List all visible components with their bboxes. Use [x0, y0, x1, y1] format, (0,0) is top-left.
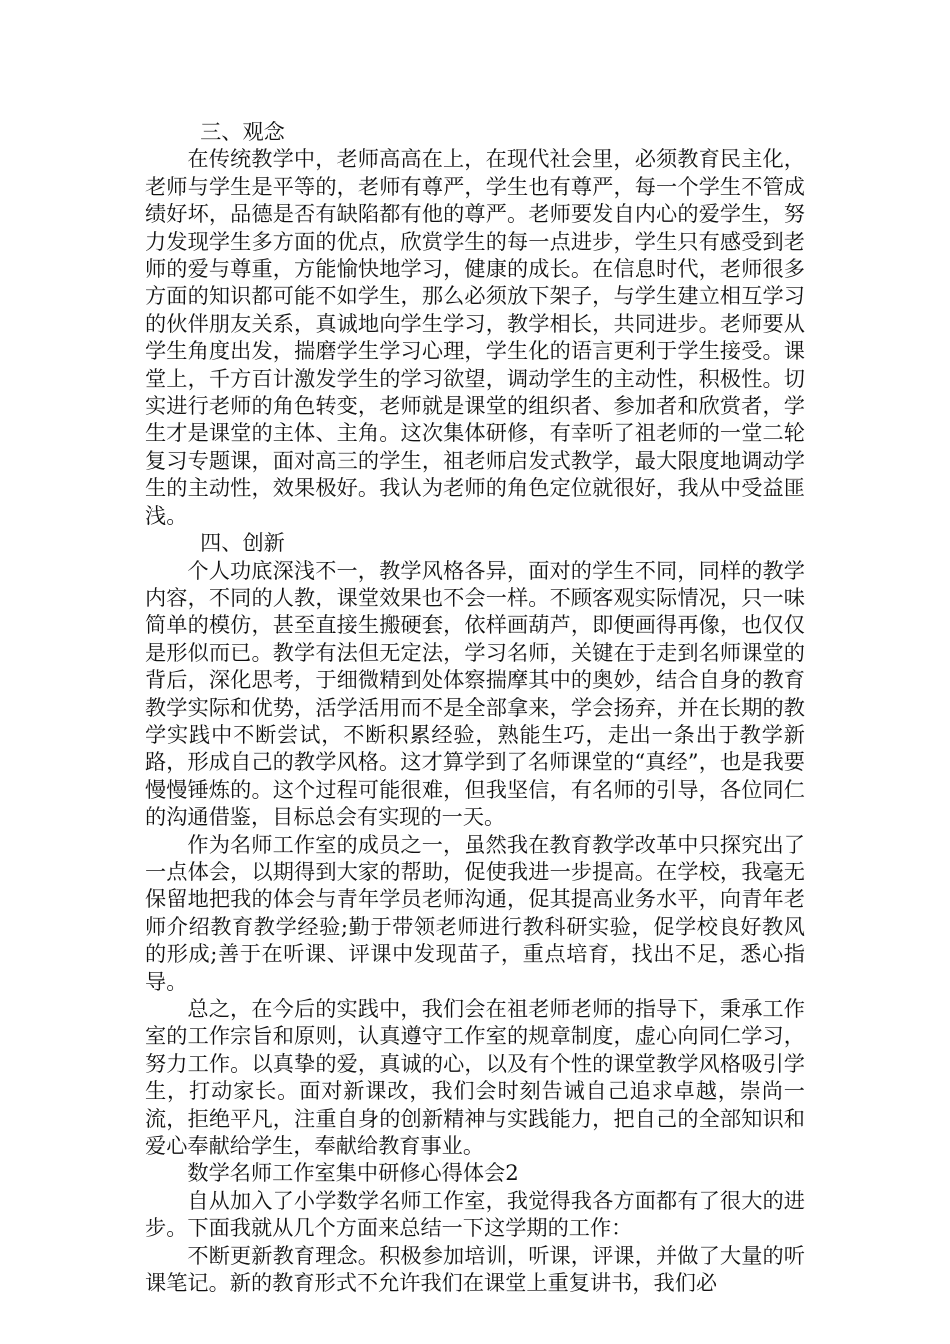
document-page [145, 118, 805, 1296]
article-title-2: 数学名师工作室集中研修心得体会2 [187, 1160, 519, 1186]
paragraph-intro-2: 自从加入了小学数学名师工作室，我觉得我各方面都有了很大的进步。下面我就从几个方面来总结一下这学期的工作： [145, 1187, 805, 1241]
paragraph-conclusion: 总之，在今后的实践中，我们会在祖老师老师的指导下，秉承工作室的工作宗旨和原则，认真遵守工作室的规章制度，虚心向同仁学习，努力工作。以真挚的爱，真诚的心，以及有个性的课堂教学风格吸引学生，打动家长。面对新课改，我们会时刻告诫自己追求卓越，崇尚一流，拒绝平凡，注重自身的创新精神与实践能力，把自己的全部知识和爱心奉献给学生，奉献给教育事业。 [145, 996, 805, 1159]
paragraph-studio-member: 作为名师工作室的成员之一，虽然我在教育教学改革中只探究出了一点体会，以期得到大家的帮助，促使我进一步提高。在学校，我毫无保留地把我的体会与青年学员老师沟通，促其提高业务水平，向青年老师介绍教育教学经验;勤于带领老师进行教科研实验，促学校良好教风的形成;善于在听课、评课中发现苗子，重点培育，找出不足，悉心指导。 [145, 831, 805, 994]
section-heading-concept: 三、观念 [200, 119, 285, 144]
paragraph-concept-body: 在传统教学中，老师高高在上，在现代社会里，必须教育民主化，老师与学生是平等的，老师有尊严，学生也有尊严，每一个学生不管成绩好坏，品德是否有缺陷都有他的尊严。老师要发自内心的爱学生，努力发现学生多方面的优点，欣赏学生的每一点进步，学生只有感受到老师的爱与尊重，方能愉快地学习，健康的成长。在信息时代，老师很多方面的知识都可能不如学生，那么必须放下架子，与学生建立相互学习的伙伴朋友关系，真诚地向学生学习，教学相长，共同进步。老师要从学生角度出发，揣磨学生学习心理，学生化的语言更利于学生接受。课堂上，千方百计激发学生的学习欲望，调动学生的主动性，积极性。切实进行老师的角色转变，老师就是课堂的组织者、参加者和欣赏者，学生才是课堂的主体、主角。这次集体研修，有幸听了祖老师的一堂二轮复习专题课，面对高三的学生，祖老师启发式教学，最大限度地调动学生的主动性，效果极好。我认为老师的角色定位就很好，我从中受益匪浅。 [145, 146, 805, 528]
section-heading-innovation: 四、创新 [200, 530, 285, 556]
paragraph-innovation-body: 个人功底深浅不一，教学风格各异，面对的学生不同，同样的教学内容，不同的人教，课堂效果也不会一样。不顾客观实际情况，只一味简单的模仿，甚至直接生搬硬套，依样画葫芦，即便画得再像，也仅仅是形似而已。教学有法但无定法，学习名师，关键在于走到名师课堂的背后，深化思考，于细微精到处体察揣摩其中的奥妙，结合自身的教育教学实际和优势，活学活用而不是全部拿来，学会扬弃，并在长期的教学实践中不断尝试，不断积累经验，熟能生巧，走出一条出于教学新路，形成自己的教学风格。这才算学到了名师课堂的“真经”，也是我要慢慢锤炼的。这个过程可能很难，但我坚信，有名师的引导，各位同仁的沟通借鉴，目标总会有实现的一天。 [145, 557, 805, 830]
paragraph-update-ideas: 不断更新教育理念。积极参加培训，听课，评课，并做了大量的听课笔记。新的教育形式不允许我们在课堂上重复讲书，我们必 [145, 1242, 805, 1296]
